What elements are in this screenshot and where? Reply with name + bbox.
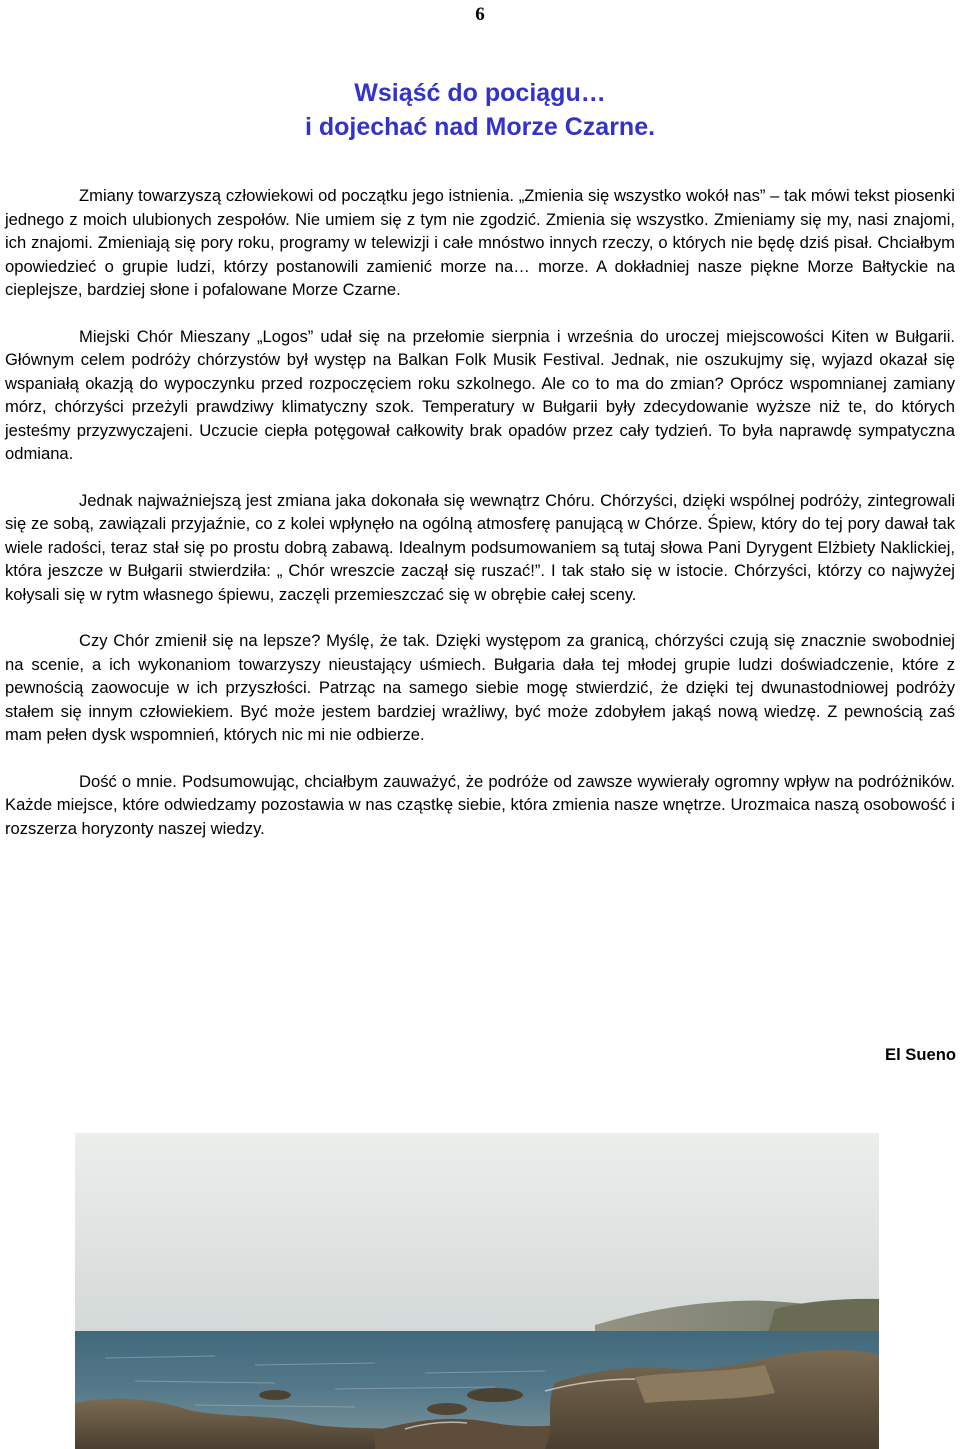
page-number: 6	[475, 4, 485, 25]
paragraph-5: Dość o mnie. Podsumowując, chciałbym zauważyć, że podróże od zawsze wywierały ogromny wpływ na podróżników. Każde miejsce, które odwiedzamy pozostawia w nas cząstkę siebie, która zmienia nasze wnętrze. Urozmaica naszą osobowość i rozszerza horyzonty naszej wiedzy.	[5, 771, 955, 838]
author-signature: El Sueno	[885, 1045, 956, 1064]
black-sea-coast-photo	[75, 1133, 879, 1449]
paragraph-3: Jednak najważniejszą jest zmiana jaka dokonała się wewnątrz Chóru. Chórzyści, dzięki wspólnej podróży, zintegrowali się ze sobą, zawiązali przyjaźnie, co z kolei wpłynęło na ogólną atmosferę panującą w Chórze. Śpiew, który do tej pory dawał tak wiele radości, teraz stał się po prostu dobrą zabawą. Idealnym podsumowaniem są tutaj słowa Pani Dyrygent Elżbiety Naklickiej, która jeszcze w Bułgarii stwierdziła: „ Chór wreszcie zaczął się ruszać!”. I tak stało się w istocie. Chórzyści, którzy co najwyżej kołysali się w rytm własnego śpiewu, zaczęli przemieszczać się w obrębie całej sceny.	[5, 490, 955, 604]
seascape-image	[75, 1133, 879, 1449]
paragraph-1: Zmiany towarzyszą człowiekowi od początku jego istnienia. „Zmienia się wszystko wokół nas” – tak mówi tekst piosenki jednego z moich ulubionych zespołów. Nie umiem się z tym nie zgodzić. Zmienia się wszystko. Zmieniamy się my, nasi znajomi, ich znajomi. Zmieniają się pory roku, programy w telewizji i całe mnóstwo innych rzeczy, o których nie będę dziś pisał. Chciałbym opowiedzieć o grupie ludzi, którzy postanowili zamienić morze na… morze. A dokładniej nasze piękne Morze Bałtyckie na cieplejsze, bardziej słone i pofalowane Morze Czarne.	[5, 186, 955, 299]
article-body	[5, 184, 955, 840]
article-title-line-1: Wsiąść do pociągu…	[354, 79, 606, 107]
paragraph-2: Miejski Chór Mieszany „Logos” udał się na przełomie sierpnia i września do uroczej miejscowości Kiten w Bułgarii. Głównym celem podróży chórzystów był występ na Balkan Folk Musik Festival. Jednak, nie oszukujmy się, wyjazd okazał się wspaniałą okazją do wypoczynku przed rozpoczęciem roku szkolnego. Ale co to ma do zmian? Oprócz wspomnianej zamiany mórz, chórzyści przeżyli prawdziwy klimatyczny szok. Temperatury w Bułgarii były zdecydowanie wyższe niż te, do których jesteśmy przyzwyczajeni. Uczucie ciepła potęgował całkowity brak opadów przez cały tydzień. To była naprawdę sympatyczna odmiana.	[5, 326, 955, 463]
paragraph-4: Czy Chór zmienił się na lepsze? Myślę, że tak. Dzięki występom za granicą, chórzyści czują się znacznie swobodniej na scenie, a ich wykonaniom towarzyszy nieustający uśmiech. Bułgaria dała tej młodej grupie ludzi doświadczenie, które z pewnością zaowocuje w ich przyszłości. Patrząc na samego siebie mogę stwierdzić, że dzięki tej dwunastodniowej podróży stałem się innym człowiekiem. Być może jestem bardziej wrażliwy, być może zdobyłem jakąś nową wiedzę. Z pewnością zaś mam pełen dysk wspomnień, których nic mi nie odbierze.	[5, 631, 955, 744]
article-title-line-2: i dojechać nad Morze Czarne.	[304, 113, 656, 141]
article-title	[0, 76, 960, 144]
